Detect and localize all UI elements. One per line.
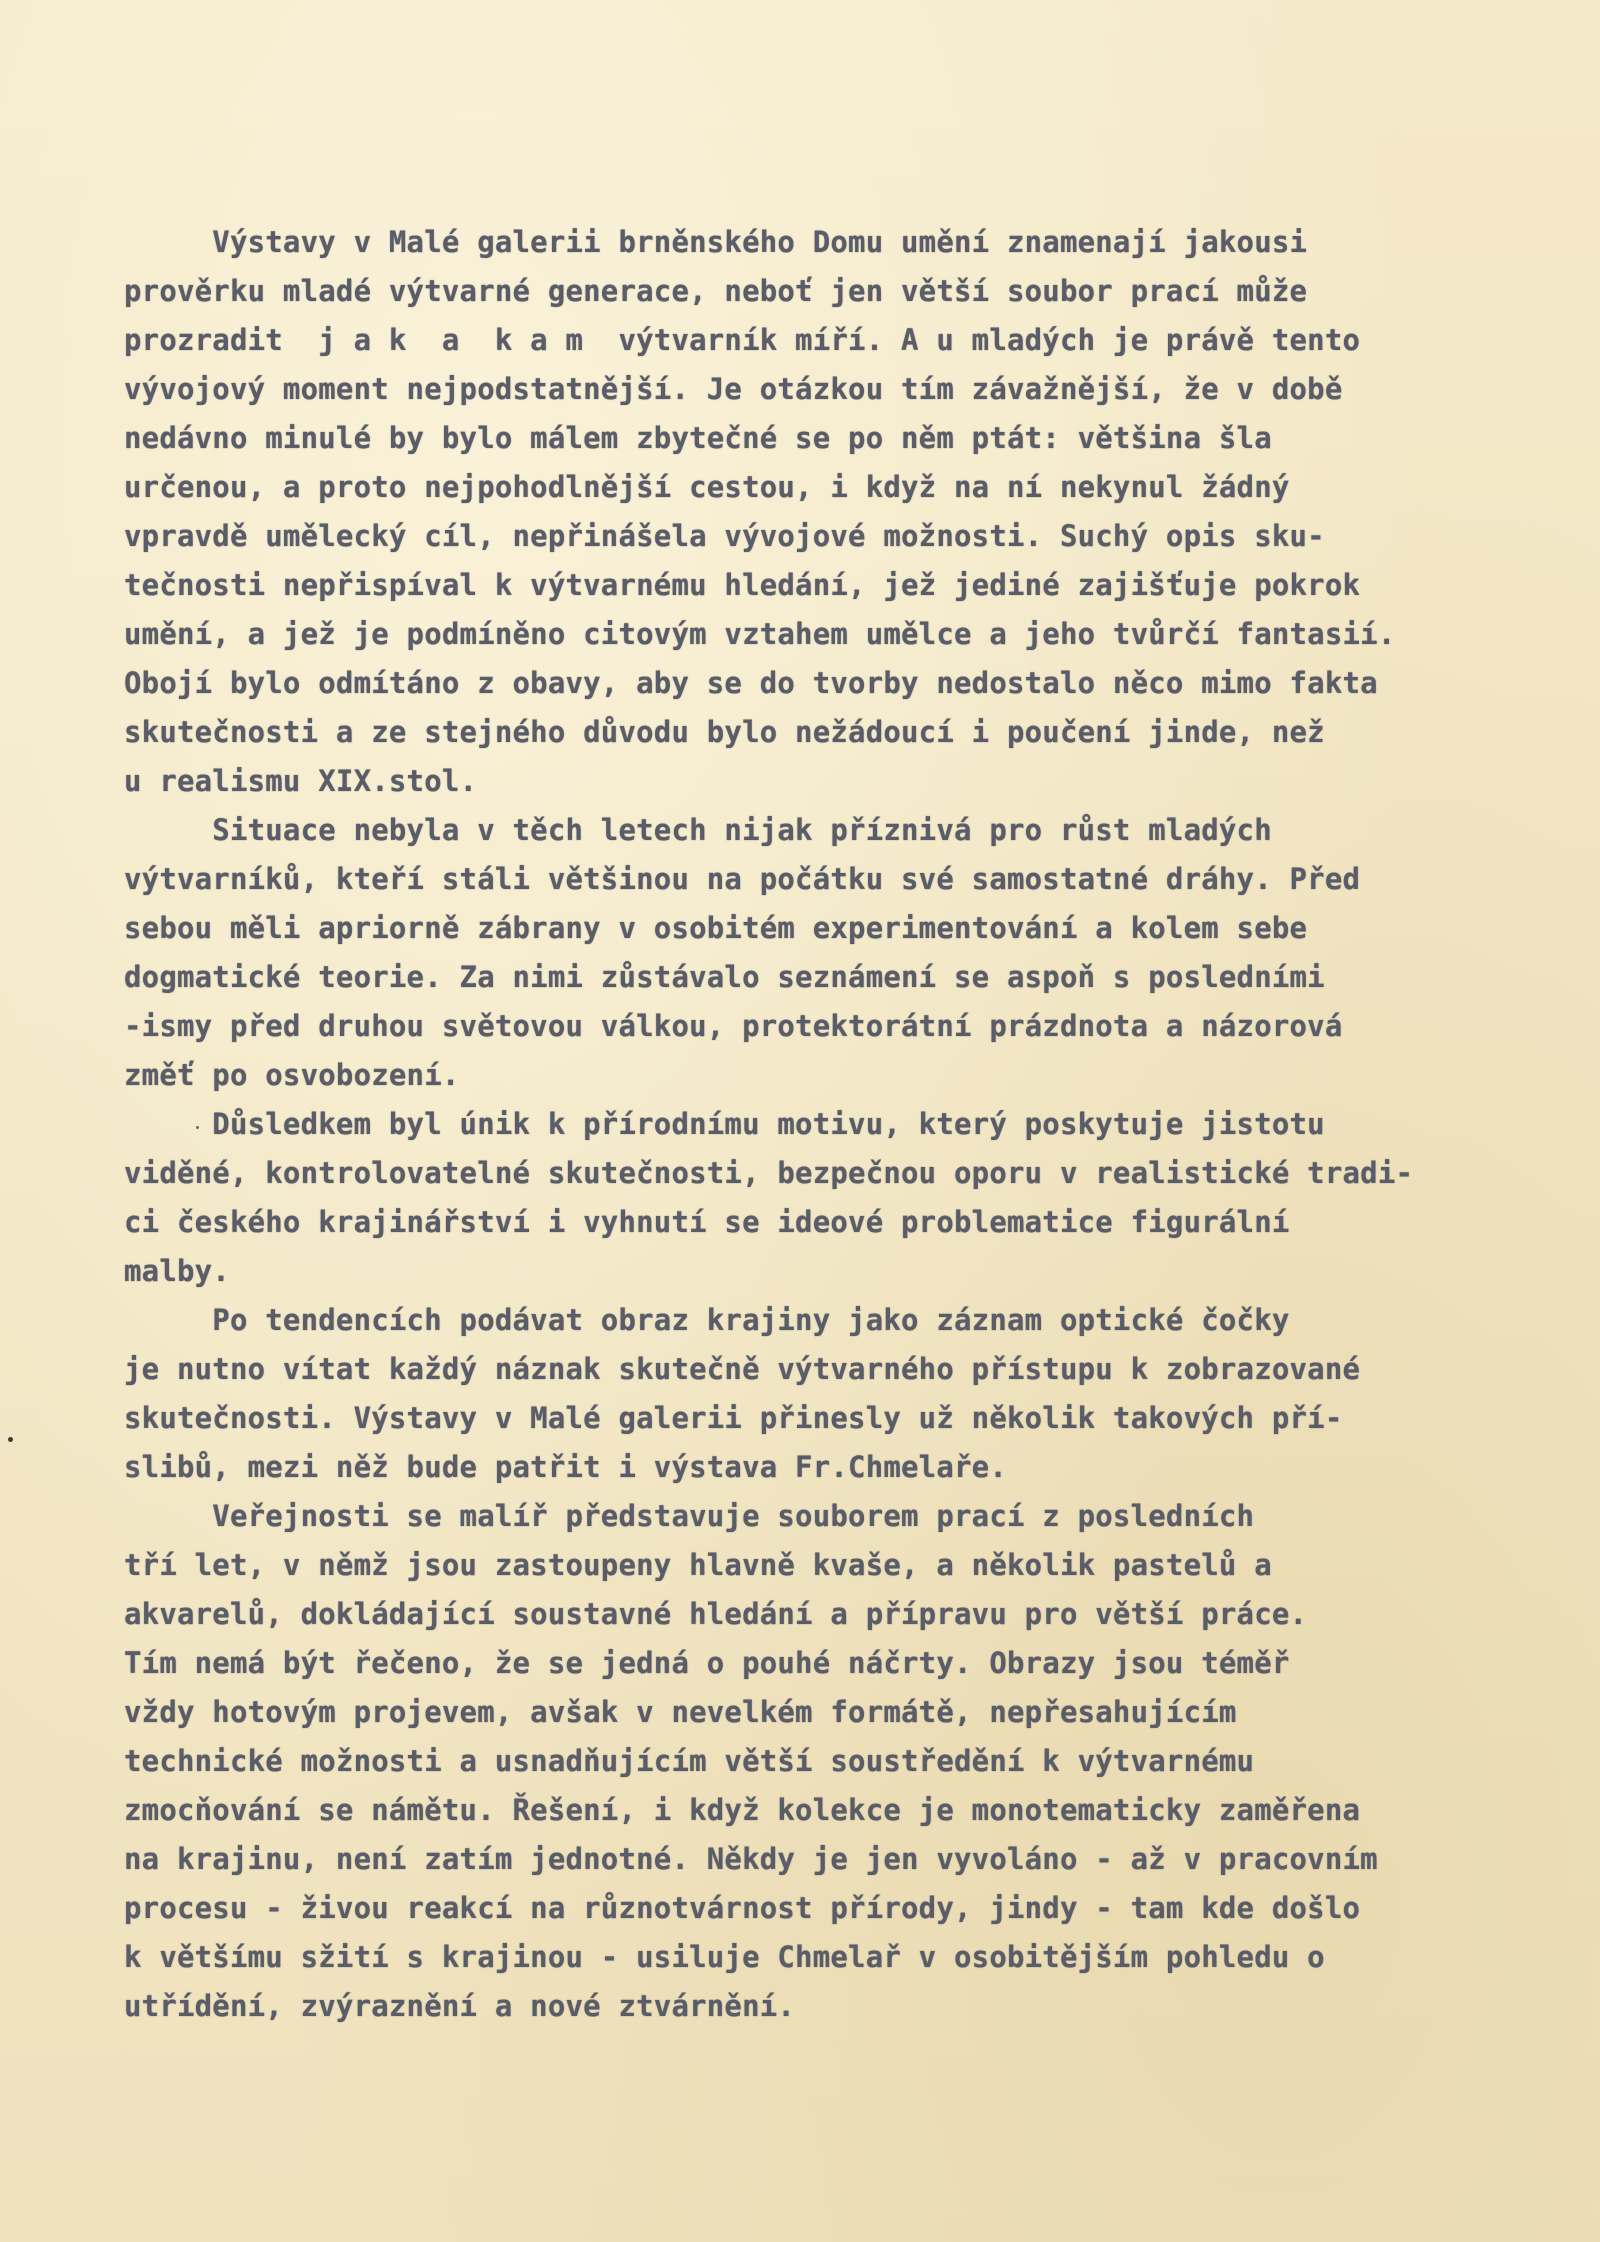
text-line: akvarelů, dokládající soustavné hledání a přípravu pro větší práce. (124, 1597, 1308, 1631)
text-line: vždy hotovým projevem, avšak v nevelkém formátě, nepřesahujícím (124, 1695, 1237, 1729)
text-line: zmocňování se námětu. Řešení, i když kolekce je monotematicky zaměřena (124, 1793, 1361, 1827)
text-line: malby. (124, 1254, 230, 1288)
text-line: viděné, kontrolovatelné skutečnosti, bezpečnou oporu v realistické tradi- (124, 1156, 1414, 1190)
text-line: skutečnosti. Výstavy v Malé galerii přinesly už několik takových pří- (124, 1401, 1343, 1435)
text-line: nedávno minulé by bylo málem zbytečné se po něm ptát: většina šla (124, 421, 1272, 455)
text-line: skutečnosti a ze stejného důvodu bylo nežádoucí i poučení jinde, než (124, 715, 1325, 749)
margin-dot (8, 1437, 13, 1442)
text-line: Výstavy v Malé galerii brněnského Domu umění znamenají jakousi (124, 225, 1308, 259)
text-line: je nutno vítat každý náznak skutečně výtvarného přístupu k zobrazované (124, 1352, 1361, 1386)
text-line: -ismy před druhou světovou válkou, protektorátní prázdnota a názorová (124, 1009, 1343, 1043)
text-line: sebou měli apriorně zábrany v osobitém experimentování a kolem sebe (124, 911, 1308, 945)
text-line: určenou, a proto nejpohodlnější cestou, i když na ní nekynul žádný (124, 470, 1290, 504)
text-line: tří let, v němž jsou zastoupeny hlavně kvaše, a několik pastelů a (124, 1548, 1272, 1582)
text-line: změť po osvobození. (124, 1058, 460, 1092)
text-line: výtvarníků, kteří stáli většinou na počátku své samostatné dráhy. Před (124, 862, 1361, 896)
text-line: vývojový moment nejpodstatnější. Je otázkou tím závažnější, že v době (124, 372, 1343, 406)
text-line: Obojí bylo odmítáno z obavy, aby se do tvorby nedostalo něco mimo fakta (124, 666, 1378, 700)
text-line: prozradit j a k a k a m výtvarník míří. A u mladých je právě tento (124, 323, 1361, 357)
document-body (124, 218, 1564, 2031)
text-line: Tím nemá být řečeno, že se jedná o pouhé náčrty. Obrazy jsou téměř (124, 1646, 1290, 1680)
text-line: utřídění, zvýraznění a nové ztvárnění. (124, 1989, 796, 2023)
text-line: Důsledkem byl únik k přírodnímu motivu, který poskytuje jistotu (124, 1107, 1325, 1141)
text-line: procesu - živou reakcí na různotvárnost přírody, jindy - tam kde došlo (124, 1891, 1361, 1925)
text-line: u realismu XIX.stol. (124, 764, 478, 798)
text-line: k většímu sžití s krajinou - usiluje Chmelař v osobitějším pohledu o (124, 1940, 1325, 1974)
text-line: technické možnosti a usnadňujícím větší soustředění k výtvarnému (124, 1744, 1255, 1778)
text-line: tečnosti nepřispíval k výtvarnému hledání, jež jediné zajišťuje pokrok (124, 568, 1361, 602)
text-line: na krajinu, není zatím jednotné. Někdy je jen vyvoláno - až v pracovním (124, 1842, 1378, 1876)
text-line: slibů, mezi něž bude patřit i výstava Fr.Chmelaře. (124, 1450, 1007, 1484)
text-line: Veřejnosti se malíř představuje souborem prací z posledních (124, 1499, 1255, 1533)
text-line: Situace nebyla v těch letech nijak příznivá pro růst mladých (124, 813, 1272, 847)
text-line: Po tendencích podávat obraz krajiny jako záznam optické čočky (124, 1303, 1290, 1337)
text-line: umění, a jež je podmíněno citovým vztahem umělce a jeho tvůrčí fantasií. (124, 617, 1396, 651)
text-line: vpravdě umělecký cíl, nepřinášela vývojové možnosti. Suchý opis sku- (124, 519, 1325, 553)
text-line: dogmatické teorie. Za nimi zůstávalo seznámení se aspoň s posledními (124, 960, 1325, 994)
text-line: prověrku mladé výtvarné generace, neboť jen větší soubor prací může (124, 274, 1308, 308)
text-line: ci českého krajinářství i vyhnutí se ideové problematice figurální (124, 1205, 1290, 1239)
